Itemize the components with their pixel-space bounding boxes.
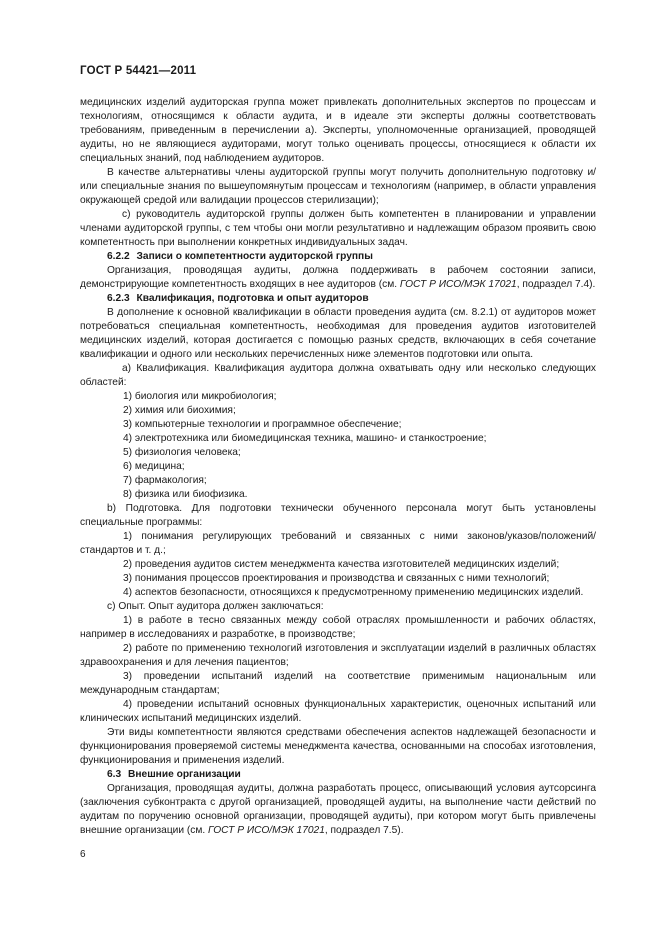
paragraph-competence-summary: Эти виды компетентности являются средствами обеспечения аспектов надлежащей безопасности и функционирования проверяемой системы менеджмента качества, основанными на способах изготовления, функционирования и применения изделий.: [80, 727, 596, 766]
list-item: 3) проведении испытаний изделий на соответствие применимым национальным или международным стандартам;: [80, 671, 596, 696]
list-item: 1) понимания регулирующих требований и связанных с ними законов/указов/положений/стандартов и т. д.;: [80, 531, 596, 556]
section-number: 6.2.3: [107, 293, 130, 304]
list-item: 3) понимания процессов проектирования и производства и связанных с ними технологий;: [123, 573, 550, 584]
page-number: 6: [80, 849, 86, 860]
list-item: 3) компьютерные технологии и программное обеспечение;: [123, 419, 402, 430]
standard-reference: ГОСТ Р ИСО/МЭК 17021: [208, 825, 325, 836]
list-item: 7) фармакология;: [123, 475, 207, 486]
page-content: [80, 96, 596, 838]
list-item: 6) медицина;: [123, 461, 185, 472]
list-item: 5) физиология человека;: [123, 447, 241, 458]
list-item: 2) проведения аудитов систем менеджмента качества изготовителей медицинских изделий;: [123, 559, 560, 570]
list-item: 4) электротехника или биомедицинская техника, машино- и станкостроение;: [123, 433, 487, 444]
paragraph-alternative: В качестве альтернативы члены аудиторской группы могут получить дополнительную подготовку и/или специальные знания по вышеупомянутым процессам и технологиям (например, в области управления окружающей средой или валидации процессов стерилизации);: [80, 167, 596, 206]
list-item: 2) работе по применению технологий изготовления и эксплуатации изделий в различных областях здравоохранения и для лечения пациентов;: [80, 643, 596, 668]
paragraph-item-c-experience: c) Опыт. Опыт аудитора должен заключаться:: [107, 601, 324, 612]
qualification-list: [80, 390, 596, 502]
standard-reference: ГОСТ Р ИСО/МЭК 17021: [399, 279, 517, 290]
text-run: Организация, проводящая аудиты, должна поддерживать в рабочем состоянии записи, демонстрирующие компетентность входящих в нее аудиторов (см.: [80, 265, 596, 290]
section-number: 6.3: [107, 769, 122, 780]
paragraph-experts: медицинских изделий аудиторская группа может привлекать дополнительных экспертов по процессам и технологиям, относящимся к области аудита, и в идеале эти эксперты должны соответствовать требованиям, приведенным в перечислении а). Эксперты, уполномоченные организацией, проводящей аудиты, но не являющиеся аудиторами, могут только оценивать процессы, относящиеся к области их специальных знаний, под наблюдением аудиторов.: [80, 97, 596, 164]
paragraph-qualification-intro: В дополнение к основной квалификации в области проведения аудита (см. 8.2.1) от аудиторов может потребоваться специальная компетентность, необходимая для проведения аудитов изготовителей медицинских изделий, которая достигается с помощью разных средств, включающих в себя сочетание квалификации и одного или нескольких перечисленных ниже элементов подготовки или опыта.: [80, 307, 596, 360]
section-title: Внешние организации: [128, 769, 241, 780]
section-heading-6-3: [80, 768, 596, 782]
text-run: , подраздел 7.5).: [324, 825, 404, 836]
section-heading-6-2-3: [80, 292, 596, 306]
list-item: 4) проведении испытаний основных функциональных характеристик, оценочных испытаний или клинических испытаний медицинских изделий.: [80, 699, 596, 724]
section-heading-6-2-2: [80, 250, 596, 264]
paragraph-item-b-training: b) Подготовка. Для подготовки технически обученного персонала могут быть установлены специальные программы:: [80, 503, 596, 528]
document-header: ГОСТ Р 54421—2011: [80, 65, 197, 77]
section-title: Квалификация, подготовка и опыт аудиторов: [136, 293, 369, 304]
list-item: 4) аспектов безопасности, относящихся к предусмотренному применению медицинских изделий.: [123, 587, 584, 598]
section-title: Записи о компетентности аудиторской группы: [136, 251, 373, 262]
text-run: Организация, проводящая аудиты, должна разработать процесс, описывающий условия аутсорсинга (заключения субконтракта с другой организацией, проводящей аудиты, на выполнение части действий по аудитам по поручению основной организации, проводящей аудиты), при котором могут быть привлечены внешние организации (см.: [80, 783, 596, 836]
paragraph-records: [80, 264, 596, 292]
paragraph-item-a-qualification: a) Квалификация. Квалификация аудитора должна охватывать одну или несколько следующих областей:: [80, 363, 596, 388]
paragraph-external-organizations: [80, 782, 596, 838]
list-item: 1) в работе в тесно связанных между собой отраслях промышленности и рабочих областях, например в исследованиях и разработке, в производстве;: [80, 615, 596, 640]
list-item: 8) физика или биофизика.: [123, 489, 248, 500]
section-number: 6.2.2: [107, 251, 130, 262]
text-run: , подраздел 7.4).: [516, 279, 596, 290]
list-item: 1) биология или микробиология;: [123, 391, 277, 402]
list-item: 2) химия или биохимия;: [123, 405, 236, 416]
paragraph-item-c-leader: c) руководитель аудиторской группы должен быть компетентен в планировании и управлении членами аудиторской группы, с тем чтобы они могли результативно и надлежащим образом проявить свою компетентность при выполнении конкретных индивидуальных задач.: [80, 209, 596, 248]
